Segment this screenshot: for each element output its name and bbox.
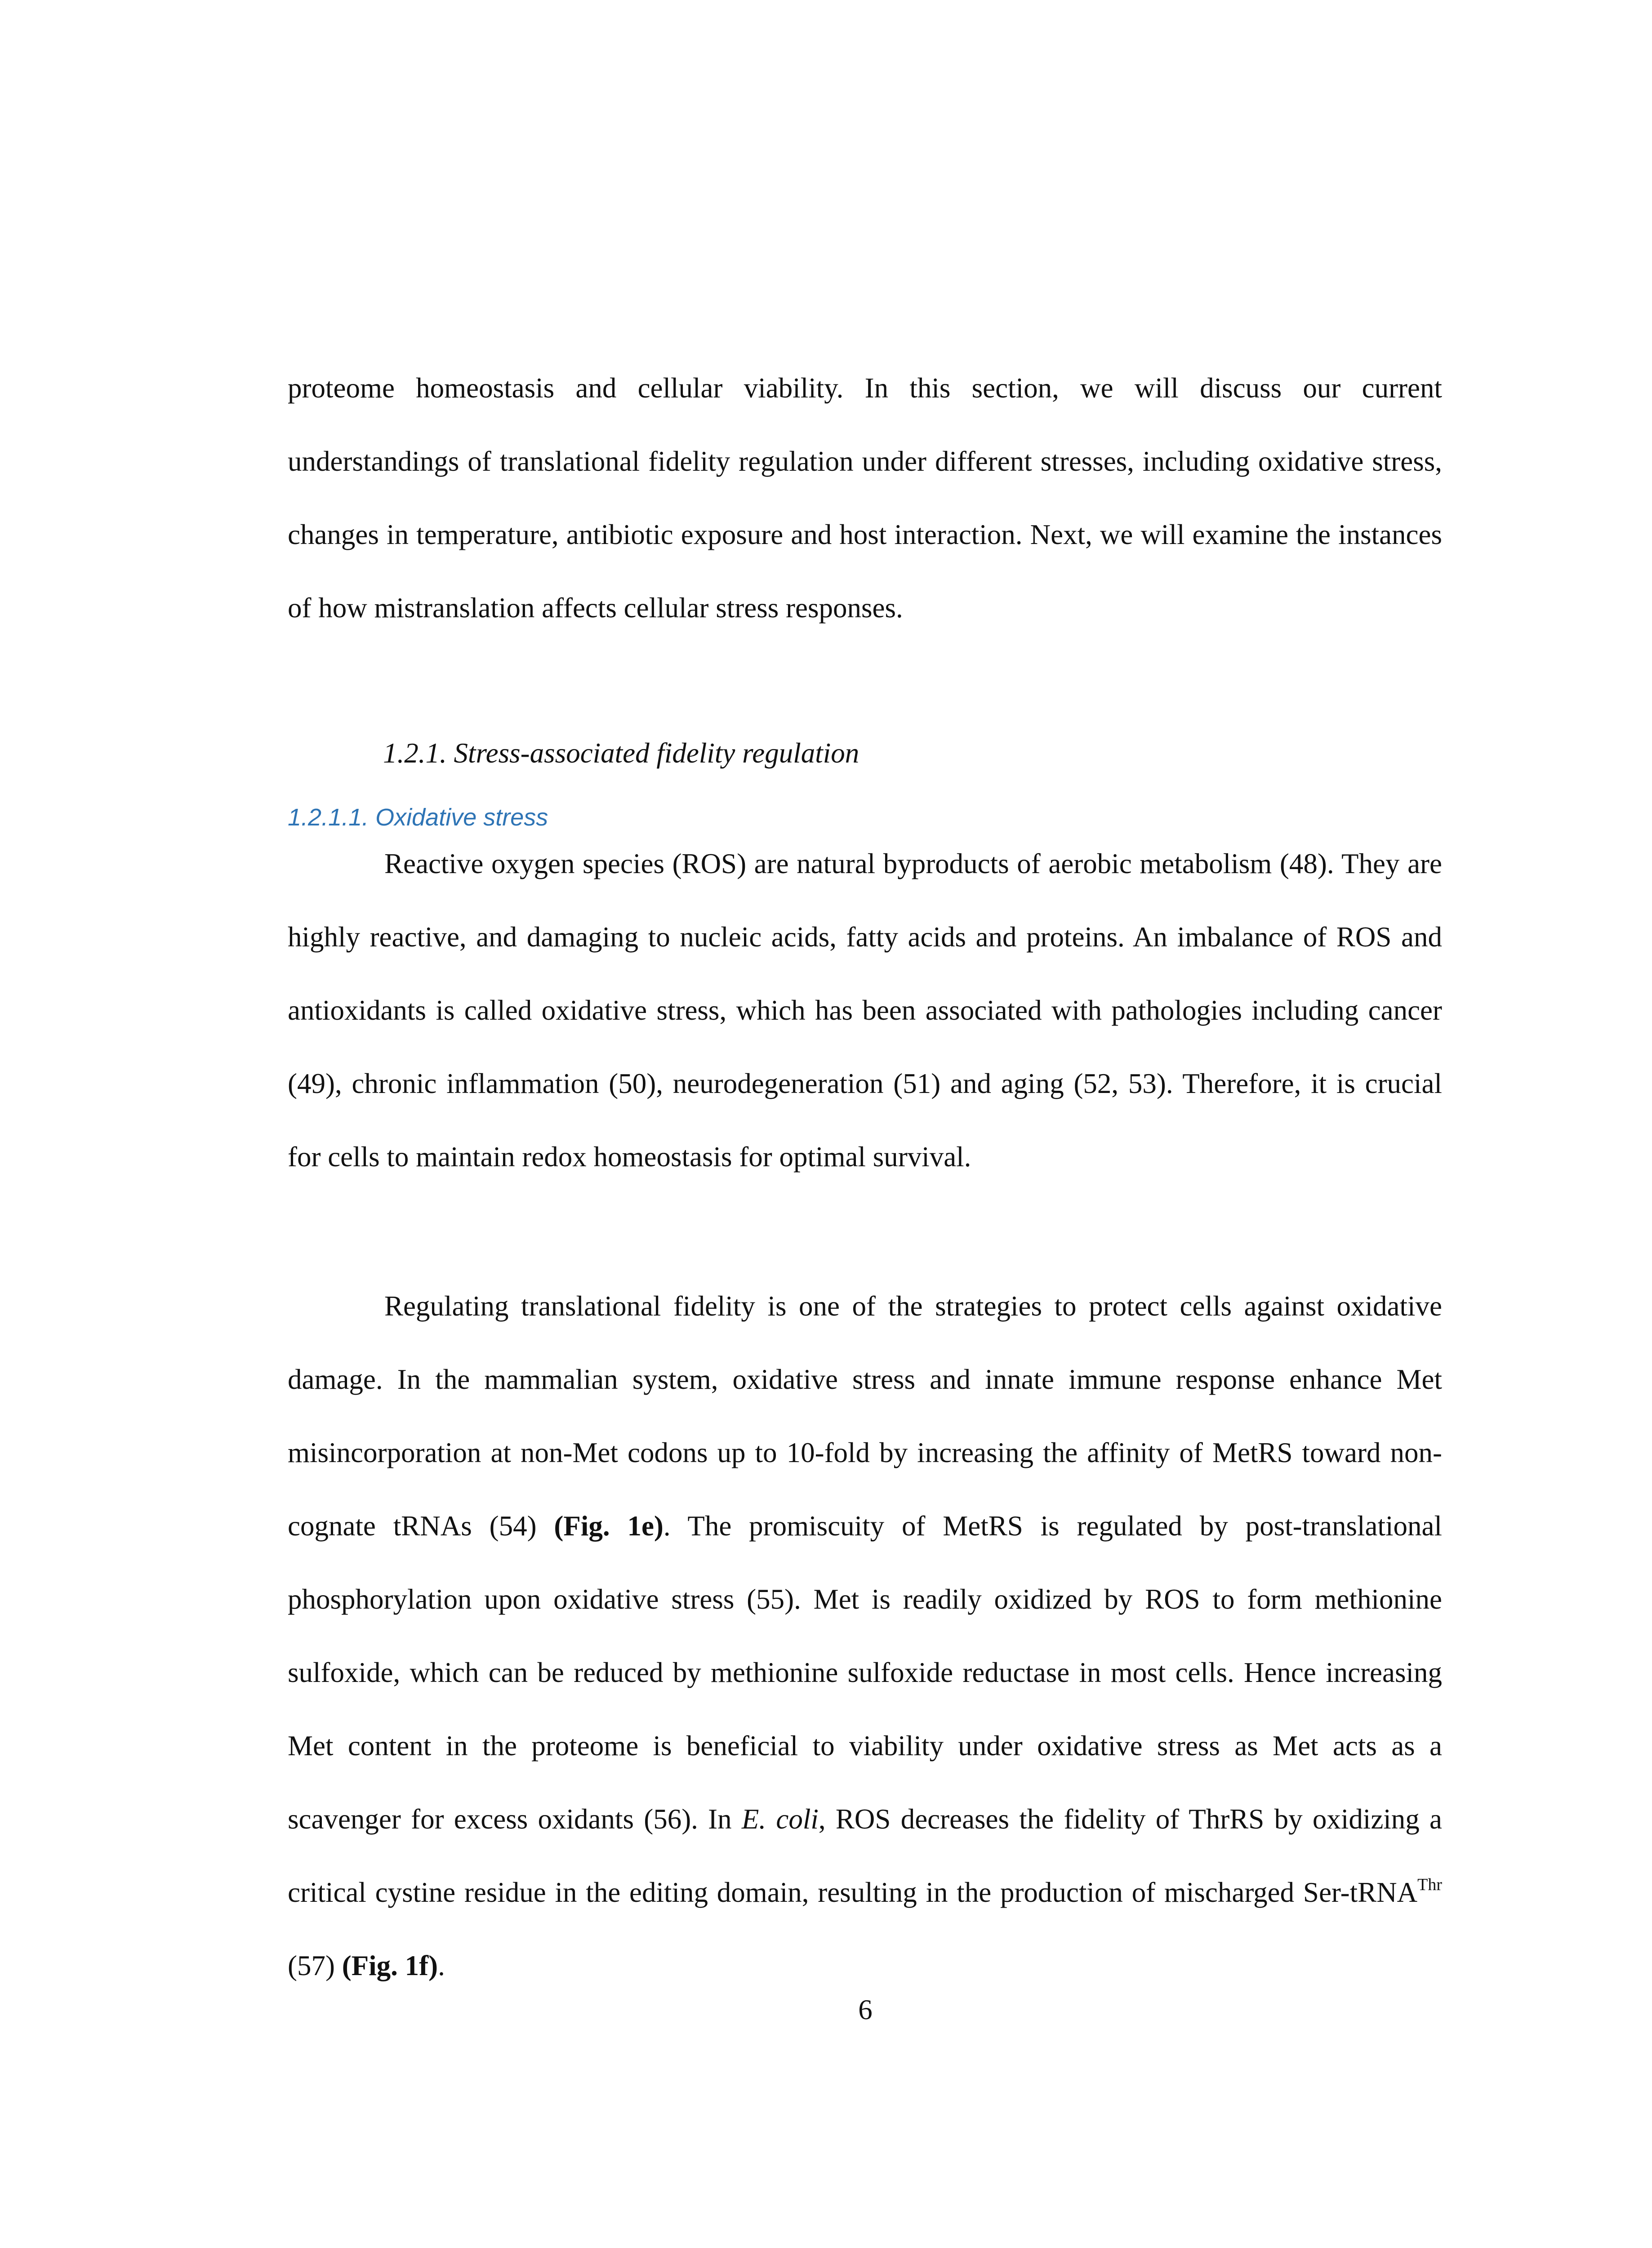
oxidative-paragraph-block — [288, 827, 1442, 1194]
oxidative-paragraph: Reactive oxygen species (ROS) are natural byproducts of aerobic metabolism (48). They are highly reactive, and damaging to nucleic acids, fatty acids and proteins. An imbalance of ROS and antioxidants is called oxidative stress, which has been associated with pathologies including cancer (49), chronic inflammation (50), neurodegeneration (51) and aging (52, 53). Therefore, it is crucial for cells to maintain redox homeostasis for optimal survival. — [288, 848, 1442, 1173]
regulating-text-2: . The promiscuity of MetRS is regulated by post-translational phosphorylation upon oxidative stress (55). Met is readily oxidized by ROS to form methionine sulfoxide, which can be reduced by methionine sulfoxide reductase in most cells. Hence increasing Met content in the proteome is beneficial to viability under oxidative stress as Met acts as a scavenger for excess oxidants (56). In — [288, 1510, 1442, 1835]
figure-reference-1e: (Fig. 1e) — [554, 1510, 663, 1542]
regulating-paragraph-block — [288, 1270, 1442, 2003]
subsection-heading: 1.2.1.1. Oxidative stress — [288, 804, 548, 831]
regulating-paragraph — [288, 1270, 1442, 2003]
intro-paragraph: proteome homeostasis and cellular viability. In this section, we will discuss our current understandings of translational fidelity regulation under different stresses, including oxidative stress, changes in temperature, antibiotic exposure and host interaction. Next, we will examine the instances of how mistranslation affects cellular stress responses. — [288, 372, 1442, 624]
regulating-text-4: (57) — [288, 1950, 342, 1981]
trna-superscript: Thr — [1417, 1875, 1442, 1894]
intro-paragraph-block — [288, 352, 1442, 645]
regulating-text-3: , ROS decreases the fidelity of ThrRS by oxidizing a critical cystine residue in the editing domain, resulting in the production of mischarged Ser-tRNA — [288, 1803, 1443, 1908]
section-heading: 1.2.1. Stress-associated fidelity regulation — [383, 737, 859, 769]
species-name: E. coli — [741, 1803, 819, 1835]
regulating-text-5: . — [438, 1950, 445, 1981]
page-number: 6 — [858, 1994, 873, 2025]
regulating-text-1: Regulating translational fidelity is one of the strategies to protect cells against oxidative damage. In the mammalian system, oxidative stress and innate immune response enhance Met misincorporation at non-Met codons up to 10-fold by increasing the affinity of MetRS toward non-cognate tRNAs (54) — [288, 1290, 1442, 1542]
figure-reference-1f: (Fig. 1f) — [342, 1950, 438, 1981]
